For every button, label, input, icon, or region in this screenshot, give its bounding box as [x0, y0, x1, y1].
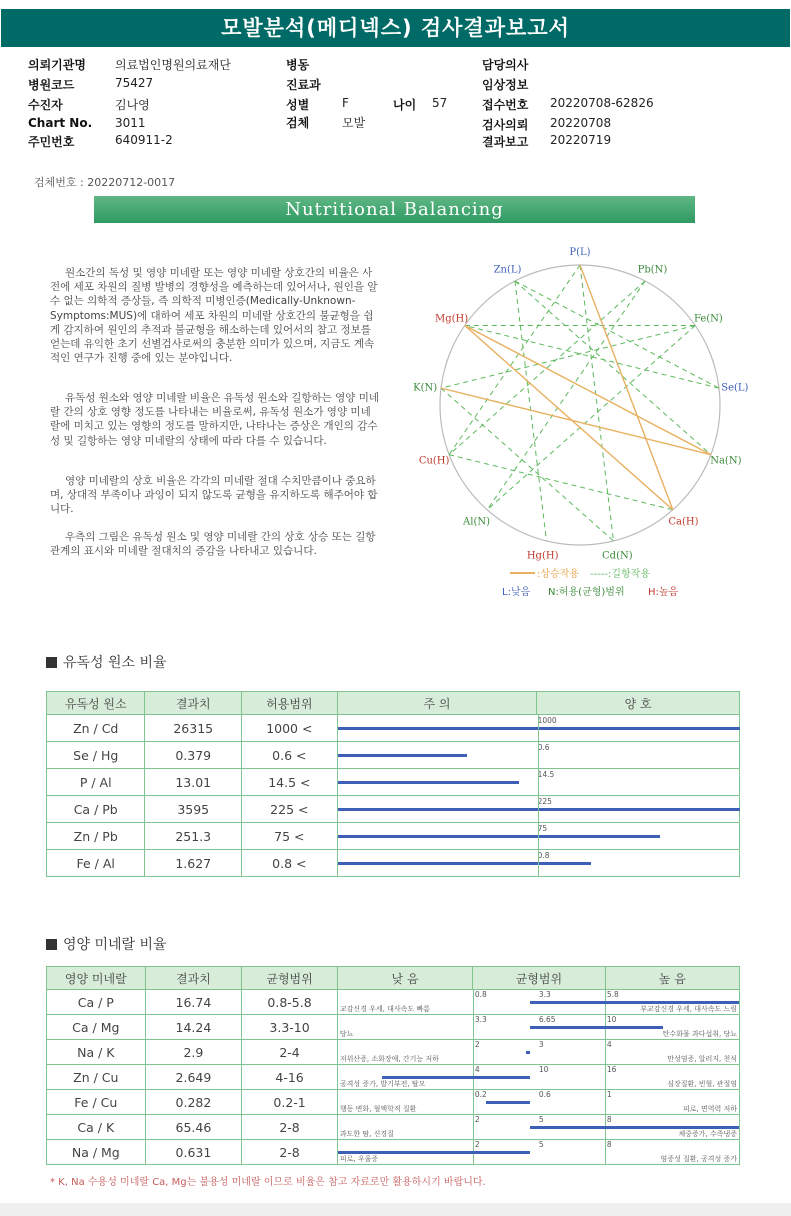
toxic-divider: [538, 742, 539, 768]
toxic-range: 0.6 <: [242, 742, 338, 769]
nutrient-divider: [605, 1140, 606, 1164]
nutrient-low-text: 행동 변화, 혈액학적 질환: [339, 1105, 417, 1113]
square-bullet-icon: [46, 939, 57, 950]
toxic-range: 14.5 <: [242, 769, 338, 796]
nutrient-divider: [473, 1015, 474, 1039]
nutrient-divider: [605, 1065, 606, 1089]
nutrient-bar-cell: [337, 1140, 739, 1165]
toxic-result: 1.627: [145, 850, 242, 877]
nutrient-bar-cell: [337, 990, 739, 1015]
wheel-node-label: Fe(N): [693, 313, 723, 325]
wheel-node-label: Ca(H): [668, 516, 699, 528]
toxic-ratio-table: [46, 691, 740, 877]
toxic-result: 251.3: [145, 823, 242, 850]
nutrient-row: [47, 1090, 740, 1115]
nutrient-element: Na / Mg: [47, 1140, 146, 1165]
code-value: 75427: [115, 76, 154, 90]
chart-label: Chart No.: [28, 116, 93, 130]
age-value: 57: [432, 96, 448, 110]
nutrient-element: Ca / K: [47, 1115, 146, 1140]
sex-value: F: [342, 96, 349, 110]
nutrient-divider: [473, 1090, 474, 1114]
mineral-wheel: [400, 247, 780, 605]
toxic-threshold-label: 0.6: [537, 743, 550, 752]
nutrient-bar-cell: [337, 1090, 739, 1115]
toxic-divider: [538, 823, 539, 849]
bottom-bar: [0, 1203, 791, 1216]
nutrient-tick-high: 8: [606, 1115, 612, 1124]
toxic-element: Ca / Pb: [47, 796, 145, 823]
wheel-node-label: K(N): [413, 382, 438, 394]
receipt-value: 20220708-62826: [550, 96, 654, 110]
nutrient-tick-low: 0.2: [474, 1090, 487, 1099]
request-label: 검사의뢰: [482, 118, 529, 132]
nutrient-range: 4-16: [242, 1065, 338, 1090]
wheel-node-label: Pb(N): [637, 264, 668, 276]
nutrient-element: Fe / Cu: [47, 1090, 146, 1115]
toxic-threshold-label: 14.5: [537, 770, 555, 779]
toxic-header-range: 허용범위: [242, 692, 338, 715]
toxic-title-text: 유독성 원소 비율: [63, 655, 167, 671]
nutrient-range: 2-8: [242, 1115, 338, 1140]
antagonism-line: [580, 265, 614, 541]
footnote: * K, Na 수용성 미네랄 Ca, Mg는 불용성 미네랄 이므로 비율은 참고 자료로만 활용하시기 바랍니다.: [50, 1177, 486, 1188]
ward-label: 병동: [286, 58, 310, 72]
hospital-label: 의뢰기관명: [28, 58, 86, 72]
nutrient-range: 0.8-5.8: [242, 990, 338, 1015]
toxic-row: [47, 715, 740, 742]
nutrient-tick-high: 16: [606, 1065, 617, 1074]
nutrient-tick-mid: 5: [538, 1140, 544, 1149]
nutrient-high-text: 염증성 질환, 공격성 증가: [660, 1155, 737, 1163]
toxic-bar-cell: [337, 850, 739, 877]
toxic-range: 75 <: [242, 823, 338, 850]
nutrient-ratio-bar: [530, 1026, 663, 1029]
nutrient-header-low: 낮 음: [337, 967, 472, 990]
antagonism-line: [487, 281, 645, 510]
antag-legend: -----:길항작용: [590, 569, 651, 580]
nutrient-tick-high: 8: [606, 1140, 612, 1149]
nutrient-bar-cell: [337, 1040, 739, 1065]
nutrient-ratio-bar: [526, 1051, 530, 1054]
toxic-bar-cell: [337, 796, 739, 823]
nutrient-tick-mid: 5: [538, 1115, 544, 1124]
patient-label: 수진자: [28, 98, 63, 112]
nutrient-range: 3.3-10: [242, 1015, 338, 1040]
toxic-bar-cell: [337, 823, 739, 850]
nutrient-range: 2-8: [242, 1140, 338, 1165]
nutrient-row: [47, 990, 740, 1015]
toxic-row: [47, 769, 740, 796]
toxic-result: 26315: [145, 715, 242, 742]
nutrient-divider: [473, 1040, 474, 1064]
sex-label: 성별: [286, 98, 310, 112]
nutrient-tick-low: 2: [474, 1115, 480, 1124]
nutrient-title-text: 영양 미네랄 비율: [63, 937, 167, 953]
toxic-divider: [538, 850, 539, 876]
normal-legend: N:허용(균형)범위: [548, 587, 625, 598]
toxic-element: Zn / Pb: [47, 823, 145, 850]
intro-paragraph-3: 영양 미네랄의 상호 비율은 각각의 미네랄 절대 수치만큼이나 중요하며, 상대적 부족이나 과잉이 되지 않도록 균형을 유지하도록 해주어야 합니다.: [50, 475, 378, 516]
intro-paragraph-4: 우측의 그림은 유독성 원소 및 영양 미네랄 간의 상호 상승 또는 길항 관계의 표시와 미네랄 절대치의 증감을 나타내고 있습니다.: [50, 531, 376, 558]
dept-label: 진료과: [286, 78, 321, 92]
patient-info: [0, 0, 791, 160]
id-value: 640911-2: [115, 133, 173, 147]
doctor-label: 담당의사: [482, 58, 529, 72]
nutrient-result: 16.74: [145, 990, 242, 1015]
nutrient-tick-mid: 10: [538, 1065, 549, 1074]
wheel-circle: [440, 265, 720, 545]
patient-value: 김나영: [115, 98, 150, 112]
nutrient-row: [47, 1140, 740, 1165]
nutrient-low-text: 공격성 증가, 발기부전, 탈모: [339, 1080, 426, 1088]
report-value: 20220719: [550, 133, 612, 147]
nutrient-result: 2.649: [145, 1065, 242, 1090]
nutrient-tick-low: 3.3: [474, 1015, 487, 1024]
intro-paragraph-1: 원소간의 독성 및 영양 미네랄 또는 영양 미네랄 상호간의 비율은 사전에 세포 차원의 질병 발병의 경향성을 예측하는데 있어서나, 원인을 알 수 없는 의학적 증상들, 즉 의학적 미병인증(Medically-Unknown-Symptoms:MUS)에 대하여 세포 차원의 미네랄 상호간의 불균형을 쉽게 감지하여 원인의 추적과 불균형을 해소하는데 있어서의 참고 정보를 얻는데 유익한 초기 선별검사로써의 충분한 의미가 있으며, 지금도 계속적인 연구가 진행 중에 있는 분야입니다.: [50, 267, 378, 365]
toxic-ratio-bar: [338, 754, 467, 757]
toxic-ratio-bar: [338, 862, 591, 865]
wheel-node-label: Cd(N): [602, 550, 633, 562]
toxic-range: 1000 <: [242, 715, 338, 742]
antagonism-line: [449, 265, 580, 455]
nutritional-balancing-banner: Nutritional Balancing: [94, 196, 695, 223]
toxic-threshold-label: 1000: [537, 716, 557, 725]
nutrient-tick-high: 4: [606, 1040, 612, 1049]
toxic-row: [47, 850, 740, 877]
toxic-ratio-bar: [338, 808, 740, 811]
specimen-value: 모발: [342, 116, 366, 130]
nutrient-tick-high: 1: [606, 1090, 612, 1099]
synergy-line: [580, 265, 673, 510]
nutrient-row: [47, 1015, 740, 1040]
report-title: 모발분석(메디넥스) 검사결과보고서: [1, 9, 790, 47]
toxic-element: P / Al: [47, 769, 145, 796]
nutrient-low-text: 당뇨: [339, 1030, 354, 1038]
nutrient-tick-low: 2: [474, 1040, 480, 1049]
nutrient-header-result: 결과치: [145, 967, 242, 990]
toxic-bar-cell: [337, 769, 739, 796]
toxic-bar-cell: [337, 715, 739, 742]
nutrient-result: 14.24: [145, 1015, 242, 1040]
toxic-result: 3595: [145, 796, 242, 823]
nutrient-high-text: 심장질환, 빈혈, 관절염: [667, 1080, 737, 1088]
nutrient-tick-mid: 0.6: [538, 1090, 551, 1099]
nutrient-header-element: 영양 미네랄: [47, 967, 146, 990]
nutrient-element: Ca / P: [47, 990, 146, 1015]
nutrient-range: 0.2-1: [242, 1090, 338, 1115]
toxic-ratio-bar: [338, 781, 519, 784]
nutrient-section-title: [46, 934, 167, 954]
age-label: 나이: [393, 98, 417, 112]
nutrient-element: Ca / Mg: [47, 1015, 146, 1040]
wheel-node-label: Zn(L): [493, 264, 522, 276]
nutrient-row: [47, 1115, 740, 1140]
nutrient-header-range: 균형범위: [242, 967, 338, 990]
toxic-header-good: 양 호: [537, 692, 740, 715]
toxic-element: Fe / Al: [47, 850, 145, 877]
nutrient-tick-high: 5.8: [606, 990, 619, 999]
nutrient-divider: [473, 1115, 474, 1139]
nutrient-tick-high: 10: [606, 1015, 617, 1024]
toxic-range: 0.8 <: [242, 850, 338, 877]
nutrient-range: 2-4: [242, 1040, 338, 1065]
nutrient-tick-low: 0.8: [474, 990, 487, 999]
nutrient-result: 0.631: [145, 1140, 242, 1165]
clinical-label: 임상정보: [482, 78, 529, 92]
wheel-node-label: Na(N): [710, 455, 742, 467]
nutrient-tick-mid: 3: [538, 1040, 544, 1049]
nutrient-result: 0.282: [145, 1090, 242, 1115]
toxic-row: [47, 742, 740, 769]
toxic-element: Se / Hg: [47, 742, 145, 769]
toxic-threshold-label: 225: [537, 797, 552, 806]
toxic-result: 0.379: [145, 742, 242, 769]
toxic-header-caution: 주 의: [337, 692, 537, 715]
nutrient-bar-cell: [337, 1065, 739, 1090]
code-label: 병원코드: [28, 78, 75, 92]
toxic-threshold-label: 75: [537, 824, 548, 833]
nutrient-low-text: 교감신경 우세, 대사속도 빠름: [339, 1005, 430, 1013]
wheel-node-label: Cu(H): [418, 455, 450, 467]
antagonism-line: [441, 325, 695, 388]
intro-paragraph-2: 유독성 원소와 영양 미네랄 비율은 유독성 원소와 길항하는 영양 미네랄 간의 상호 영향 정도를 나타내는 비율로써, 유독성 원소가 영양 미네랄에 미치고 있는 영향의 정도를 말하지만, 나타나는 증상은 개인의 감수성 및 길항하는 영양 미네랄의 상태에 따라 다를 수 있습니다.: [50, 392, 380, 447]
high-legend: H:높음: [648, 587, 679, 598]
toxic-bar-cell: [337, 742, 739, 769]
nutrient-ratio-table: [46, 966, 740, 1165]
synergy-line: [441, 388, 711, 455]
report-label: 결과보고: [482, 135, 529, 149]
nutrient-header-high: 높 음: [605, 967, 739, 990]
nutrient-low-text: 피로, 우울증: [339, 1155, 379, 1163]
wheel-node-label: Hg(H): [526, 550, 559, 562]
nutrient-high-text: 피로, 면역력 저하: [682, 1105, 737, 1113]
nutrient-tick-low: 4: [474, 1065, 480, 1074]
hospital-value: 의료법인명원의료재단: [115, 58, 231, 72]
nutrient-low-text: 과도한 땀, 신경질: [339, 1130, 394, 1138]
toxic-divider: [538, 715, 539, 741]
id-label: 주민번호: [28, 135, 75, 149]
specimen-label: 검체: [286, 116, 310, 130]
nutrient-result: 65.46: [145, 1115, 242, 1140]
nutrient-divider: [605, 1090, 606, 1114]
receipt-label: 접수번호: [482, 98, 529, 112]
toxic-divider: [538, 769, 539, 795]
toxic-section-title: [46, 652, 167, 672]
antagonism-line: [449, 281, 645, 455]
nutrient-result: 2.9: [145, 1040, 242, 1065]
antagonism-line: [465, 325, 719, 388]
toxic-ratio-bar: [338, 727, 740, 730]
specimen-number: 검체번호 : 20220712-0017: [34, 176, 176, 189]
nutrient-low-text: 저위산증, 소화장애, 간기능 저하: [339, 1055, 439, 1063]
nutrient-high-text: 탄수화물 과다섭취, 당뇨: [662, 1030, 737, 1038]
wheel-node-label: Se(L): [721, 382, 749, 394]
chart-value: 3011: [115, 116, 146, 130]
request-value: 20220708: [550, 116, 612, 130]
toxic-header-result: 결과치: [145, 692, 242, 715]
nutrient-tick-low: 2: [474, 1140, 480, 1149]
toxic-row: [47, 796, 740, 823]
nutrient-high-text: 체중증가, 수족냉증: [678, 1130, 737, 1138]
square-bullet-icon: [46, 657, 57, 668]
nutrient-high-text: 만성염증, 알러지, 천식: [667, 1055, 737, 1063]
toxic-row: [47, 823, 740, 850]
nutrient-element: Na / K: [47, 1040, 146, 1065]
toxic-divider: [538, 796, 539, 822]
antagonism-line: [449, 455, 673, 510]
nutrient-header-balance: 균형범위: [473, 967, 605, 990]
toxic-threshold-label: 0.8: [537, 851, 550, 860]
toxic-header-element: 유독성 원소: [47, 692, 145, 715]
toxic-range: 225 <: [242, 796, 338, 823]
nutrient-tick-mid: 3.3: [538, 990, 551, 999]
toxic-element: Zn / Cd: [47, 715, 145, 742]
nutrient-tick-mid: 6.65: [538, 1015, 556, 1024]
synergy-legend: :상승작용: [537, 569, 580, 580]
nutrient-element: Zn / Cu: [47, 1065, 146, 1090]
nutrient-row: [47, 1040, 740, 1065]
nutrient-ratio-bar: [486, 1101, 530, 1104]
nutrient-bar-cell: [337, 1015, 739, 1040]
wheel-node-label: P(L): [569, 247, 591, 258]
nutrient-row: [47, 1065, 740, 1090]
nutrient-high-text: 부교감신경 우세, 대사속도 느림: [640, 1005, 737, 1013]
toxic-result: 13.01: [145, 769, 242, 796]
nutrient-bar-cell: [337, 1115, 739, 1140]
wheel-node-label: Mg(H): [435, 313, 469, 325]
low-legend: L:낮음: [502, 587, 531, 598]
toxic-ratio-bar: [338, 835, 660, 838]
wheel-node-label: Al(N): [463, 516, 491, 528]
nutrient-divider: [605, 1040, 606, 1064]
nutrient-divider: [473, 990, 474, 1014]
